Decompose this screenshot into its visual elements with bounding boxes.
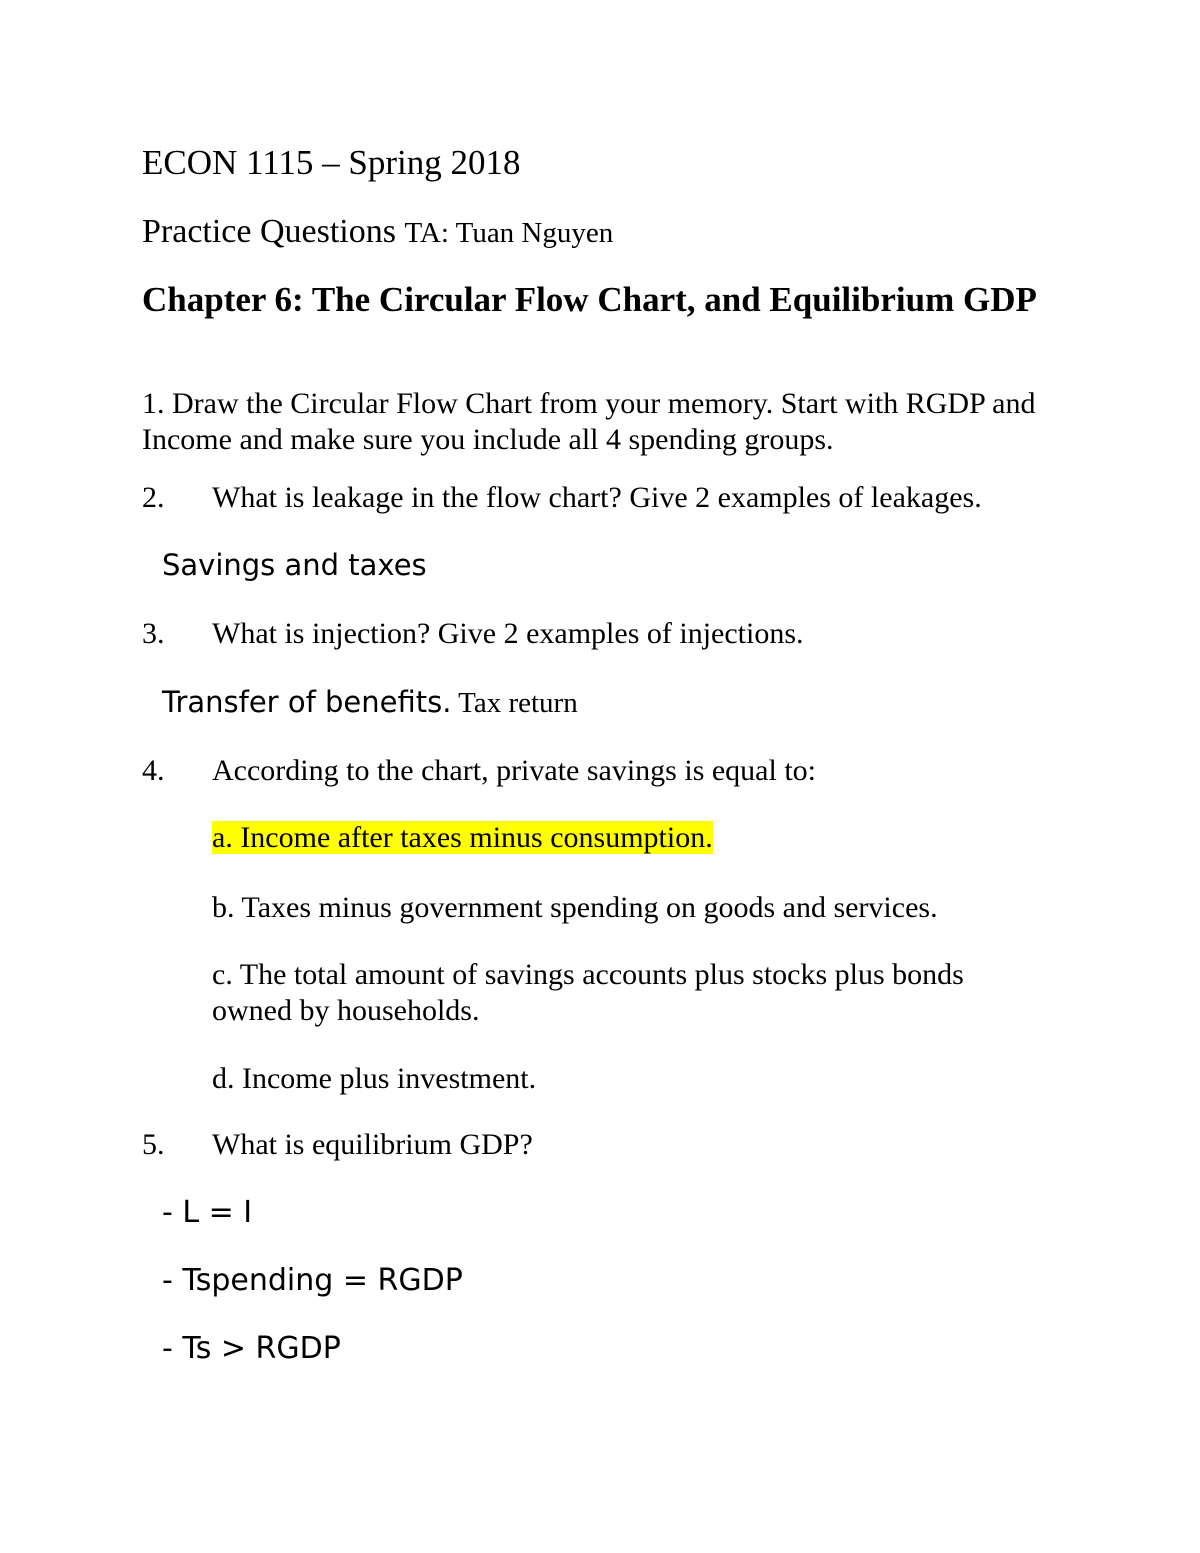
answer-3 xyxy=(162,685,578,720)
option-b: b. Taxes minus government spending on goods and services. xyxy=(212,891,938,924)
question-4-text: According to the chart, private savings is equal to: xyxy=(212,754,816,787)
chapter-heading: Chapter 6: The Circular Flow Chart, and Equilibrium GDP xyxy=(142,280,1037,319)
ta-name: TA: Tuan Nguyen xyxy=(404,217,614,249)
option-c: c. The total amount of savings accounts plus stocks plus bonds owned by households. xyxy=(212,958,964,1027)
answer-5-line-1: - L = I xyxy=(162,1195,253,1230)
question-3-text: What is injection? Give 2 examples of injections. xyxy=(212,617,804,650)
question-4 xyxy=(142,754,816,788)
question-3-number: 3. xyxy=(142,617,165,650)
answer-3-part-1: Transfer of benefits. xyxy=(162,685,452,719)
question-1: 1. Draw the Circular Flow Chart from your memory. Start with RGDP and Income and make sure you include all 4 spending groups. xyxy=(142,387,1036,456)
option-a-highlighted-text: a. Income after taxes minus consumption. xyxy=(212,821,713,854)
answer-5-line-2: - Tspending = RGDP xyxy=(162,1263,463,1298)
answer-2: Savings and taxes xyxy=(162,548,427,582)
question-4-number: 4. xyxy=(142,754,165,787)
question-5 xyxy=(142,1128,533,1162)
course-title: ECON 1115 – Spring 2018 xyxy=(142,143,521,182)
option-a xyxy=(212,820,713,856)
question-2 xyxy=(142,481,982,515)
question-5-number: 5. xyxy=(142,1128,165,1161)
answer-3-part-2: Tax return xyxy=(451,687,578,719)
answer-5-line-3: - Ts > RGDP xyxy=(162,1331,341,1366)
practice-questions-subtitle xyxy=(142,213,613,251)
question-3 xyxy=(142,617,804,651)
subtitle-main: Practice Questions xyxy=(142,213,405,250)
question-2-number: 2. xyxy=(142,481,165,514)
question-5-text: What is equilibrium GDP? xyxy=(212,1128,533,1161)
option-d: d. Income plus investment. xyxy=(212,1062,537,1095)
question-2-text: What is leakage in the flow chart? Give 2 examples of leakages. xyxy=(212,481,982,514)
